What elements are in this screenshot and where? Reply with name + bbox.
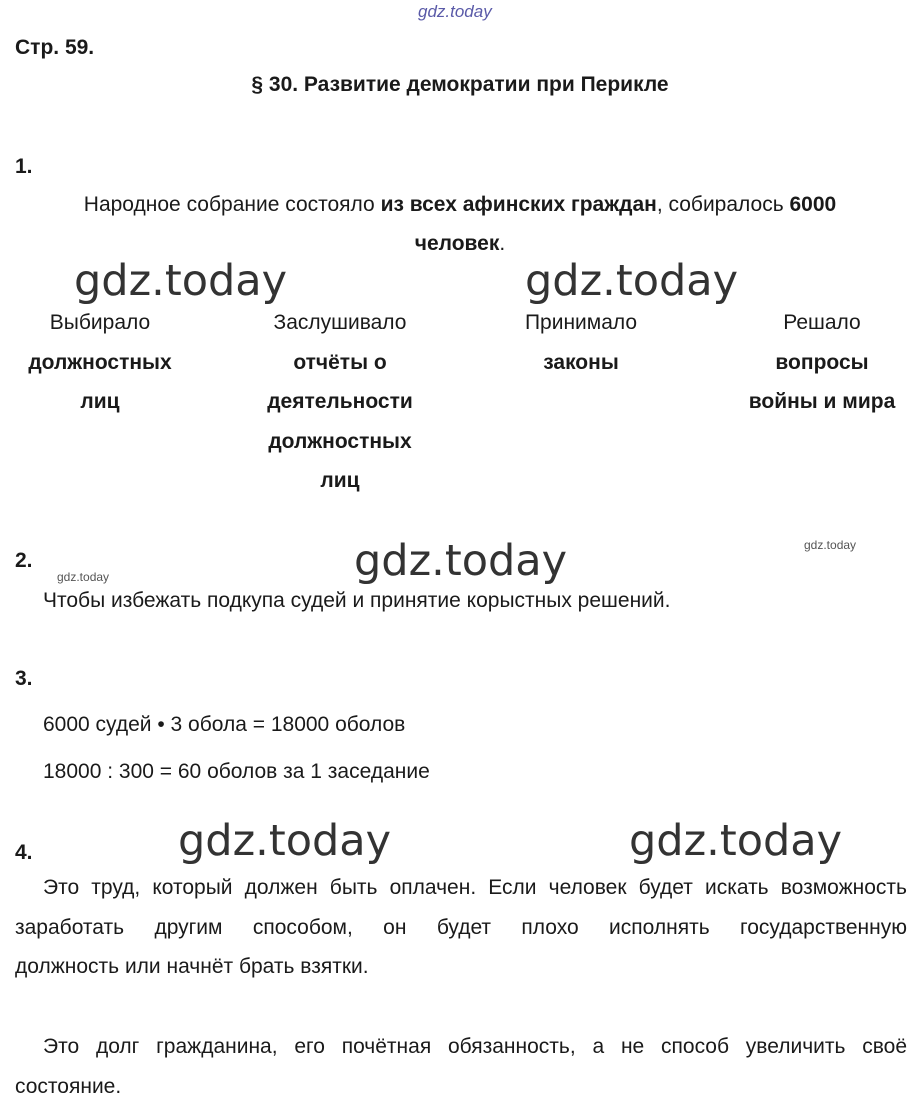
watermark: gdz.today [178,816,392,866]
column-line: отчёты о [293,350,387,374]
watermark: gdz.today [629,816,843,866]
watermark: gdz.today [74,256,288,306]
column-line: войны и мира [748,390,896,414]
column-line: должностных [28,350,172,374]
question-number-2: 2. [15,549,33,572]
q4-paragraph-2 [15,1027,907,1106]
watermark-top: gdz.today [418,2,492,21]
watermark: gdz.today [354,536,568,586]
column-line: законы [543,350,619,374]
column-line: должностных [268,429,412,453]
q3-line-1: 6000 судей • 3 обола = 18000 оболов [43,713,406,736]
paragraph-line: заработать другим способом, он будет плохо исполнять государственную [15,915,907,939]
watermark-small: gdz.today [57,570,110,584]
page-label: Стр. 59. [15,36,95,59]
column-verb: Решало [783,311,861,334]
watermark-small: gdz.today [804,538,857,552]
column-line: вопросы [775,350,869,374]
q1-column-1 [10,303,190,422]
column-verb: Принимало [524,311,638,334]
paragraph-line: состояние. [15,1074,122,1098]
q1-sentence-line2: человек. [414,232,506,255]
column-verb: Выбирало [49,311,151,334]
paragraph-line: Это труд, который должен быть оплачен. Если человек будет искать возможность [43,876,907,899]
q1-column-4 [722,303,920,422]
question-number-3: 3. [15,667,33,690]
paragraph-line: Это долг гражданина, его почётная обязанность, а не способ увеличить своё [43,1035,907,1058]
column-line: лиц [320,469,360,493]
question-number-4: 4. [15,841,33,864]
q1-column-3 [491,303,671,382]
q2-answer: Чтобы избежать подкупа судей и принятие корыстных решений. [43,589,671,612]
question-number-1: 1. [15,155,33,178]
q1-column-2 [240,303,440,501]
page-title: § 30. Развитие демократии при Перикле [251,73,669,96]
paragraph-line: должность или начнёт брать взятки. [15,955,369,979]
column-line: лиц [80,390,120,414]
q4-paragraph-1 [15,868,907,987]
column-verb: Заслушивало [273,311,407,334]
q1-sentence-line1: Народное собрание состояло из всех афинских граждан, собиралось 6000 [83,193,837,216]
column-line: деятельности [267,390,413,414]
q3-line-2: 18000 : 300 = 60 оболов за 1 заседание [43,760,430,783]
watermark: gdz.today [525,256,739,306]
